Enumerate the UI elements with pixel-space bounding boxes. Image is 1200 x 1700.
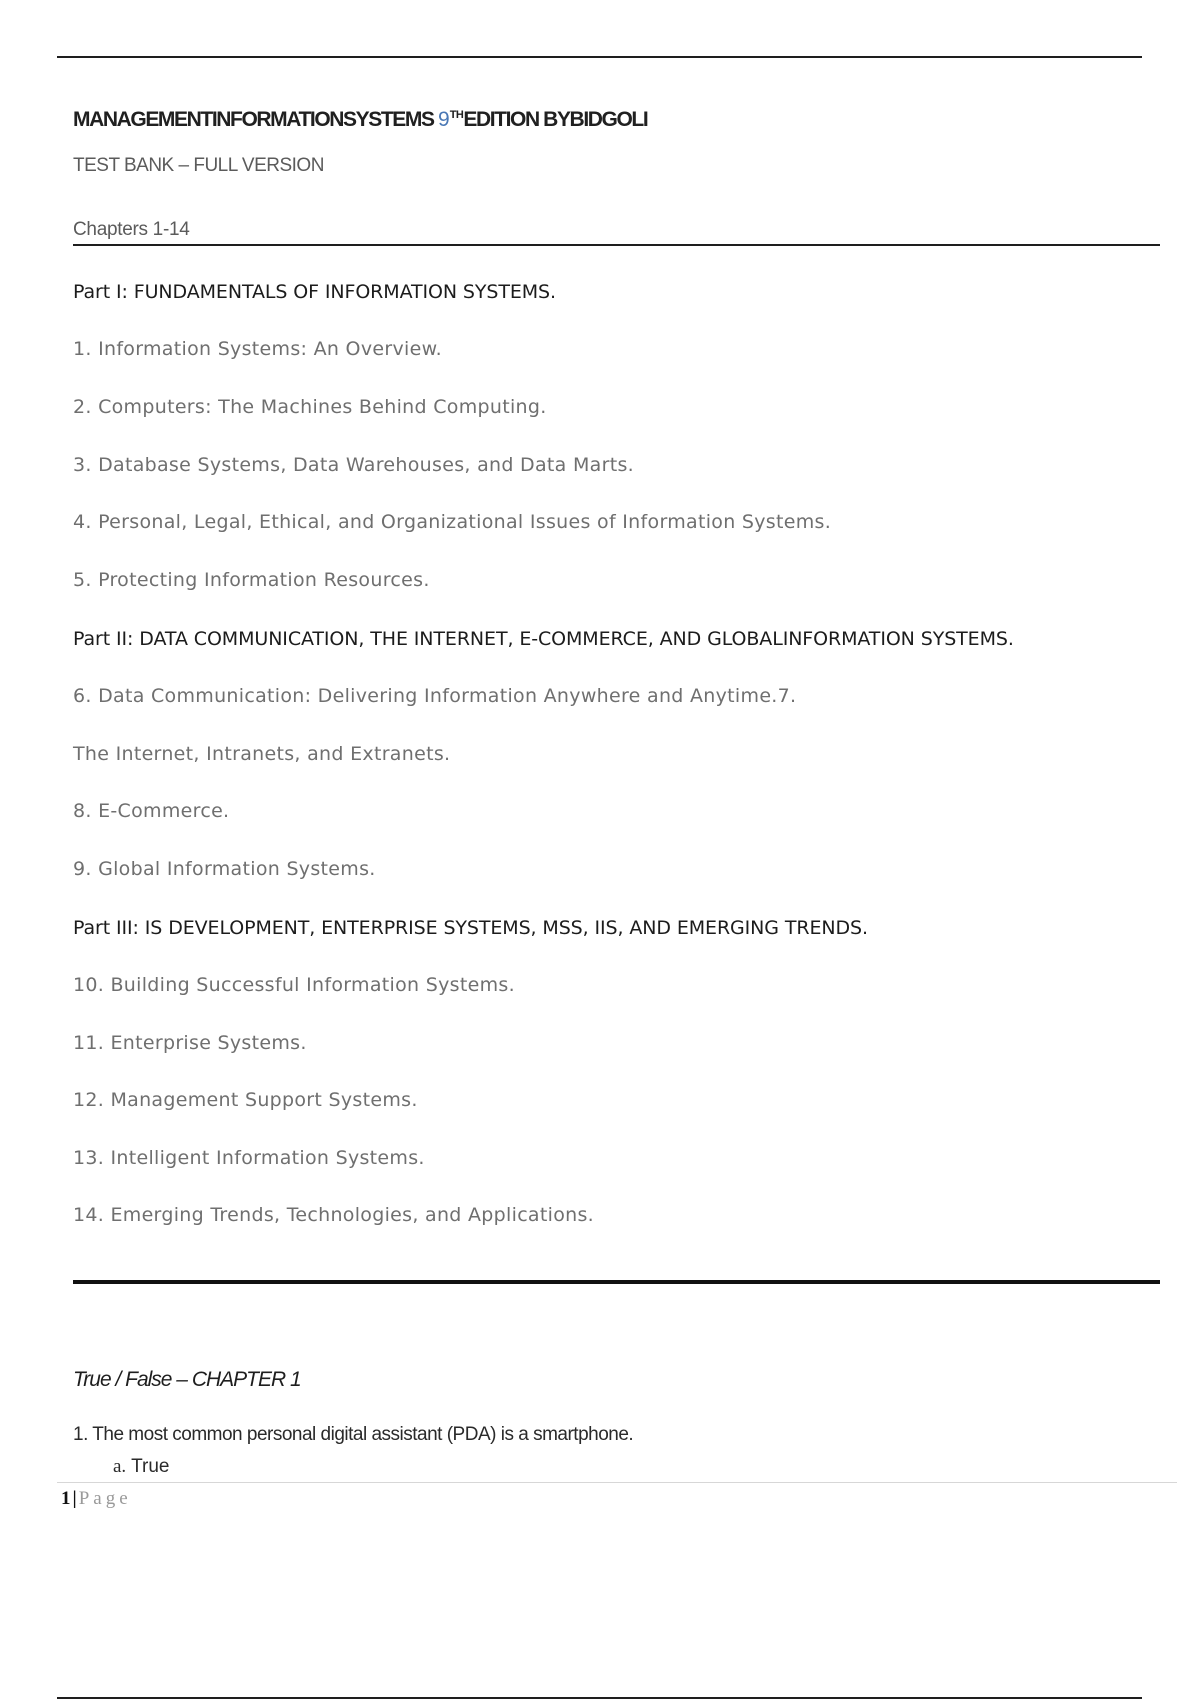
- chapter-item: 11. Enterprise Systems.: [73, 1032, 307, 1054]
- answer-option: [113, 1456, 170, 1478]
- title-main: MANAGEMENTINFORMATIONSYSTEMS: [73, 108, 434, 131]
- top-divider: [57, 56, 1142, 58]
- page-footer: [61, 1488, 132, 1510]
- chapter-item: 9. Global Information Systems.: [73, 858, 376, 880]
- footer-separator: |: [72, 1488, 77, 1509]
- chapter-item: 5. Protecting Information Resources.: [73, 569, 430, 591]
- title-edition-superscript: TH: [449, 109, 464, 121]
- footer-divider: [57, 1482, 1177, 1483]
- chapter-item: 13. Intelligent Information Systems.: [73, 1147, 425, 1169]
- chapter-item: 1. Information Systems: An Overview.: [73, 338, 443, 360]
- part-heading: Part III: IS DEVELOPMENT, ENTERPRISE SYSTEMS, MSS, IIS, AND EMERGING TRENDS.: [73, 917, 868, 939]
- document-title: [73, 108, 647, 132]
- chapters-divider: [73, 244, 1160, 246]
- true-false-heading: True / False – CHAPTER 1: [73, 1368, 301, 1391]
- page-number: 1: [61, 1488, 71, 1509]
- chapter-item: 2. Computers: The Machines Behind Computing.: [73, 396, 547, 418]
- section-divider: [73, 1280, 1160, 1284]
- answer-letter: a.: [113, 1456, 127, 1477]
- page-label: Page: [78, 1488, 132, 1509]
- title-rest: EDITION BYBIDGOLI: [463, 108, 648, 131]
- document-subtitle: TEST BANK – FULL VERSION: [73, 155, 324, 176]
- question-text: 1. The most common personal digital assistant (PDA) is a smartphone.: [73, 1424, 634, 1445]
- chapters-range: Chapters 1-14: [73, 219, 190, 240]
- bottom-divider: [57, 1697, 1142, 1699]
- chapter-item: 10. Building Successful Information Systems.: [73, 974, 515, 996]
- chapter-item: 6. Data Communication: Delivering Information Anywhere and Anytime.7.: [73, 685, 797, 707]
- title-edition-number: 9: [438, 108, 450, 131]
- chapter-item: 12. Management Support Systems.: [73, 1089, 418, 1111]
- chapter-item: 3. Database Systems, Data Warehouses, and Data Marts.: [73, 454, 634, 476]
- chapter-item: 14. Emerging Trends, Technologies, and Applications.: [73, 1204, 595, 1226]
- chapter-item: The Internet, Intranets, and Extranets.: [73, 743, 451, 765]
- chapter-item: 8. E-Commerce.: [73, 800, 230, 822]
- answer-text: True: [131, 1456, 170, 1477]
- part-heading: Part II: DATA COMMUNICATION, THE INTERNET, E-COMMERCE, AND GLOBALINFORMATION SYSTEMS.: [73, 628, 1014, 650]
- part-heading: Part I: FUNDAMENTALS OF INFORMATION SYSTEMS.: [73, 281, 556, 303]
- chapter-item: 4. Personal, Legal, Ethical, and Organizational Issues of Information Systems.: [73, 511, 832, 533]
